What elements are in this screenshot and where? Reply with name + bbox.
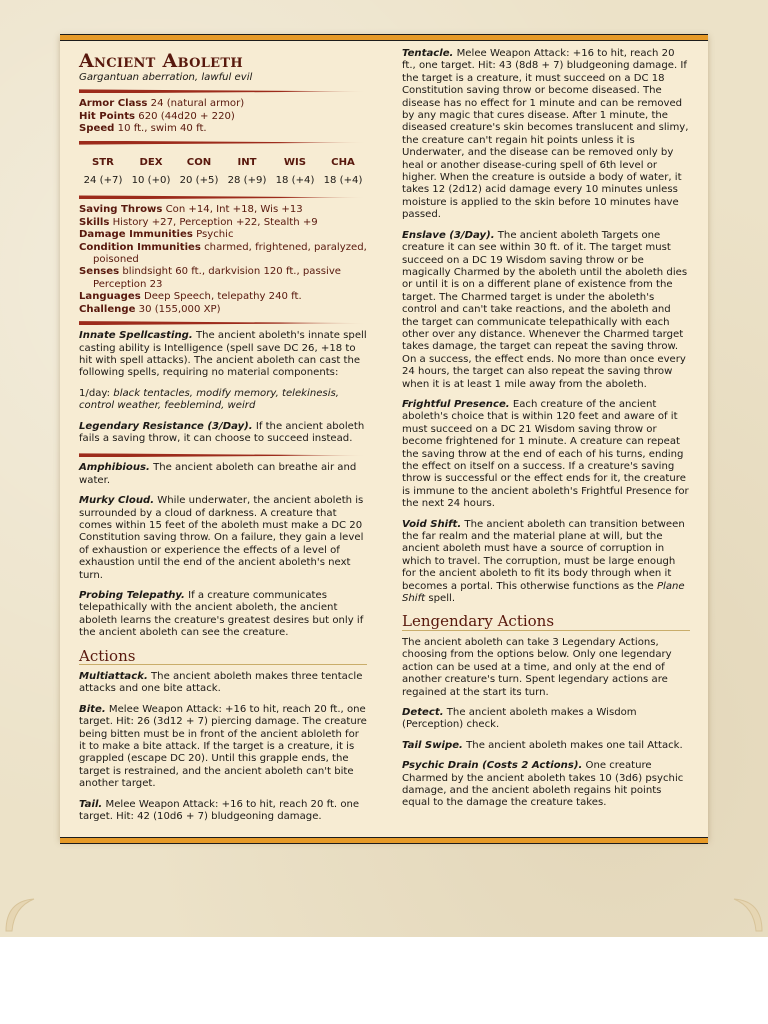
corner-flourish-right-icon (704, 893, 764, 933)
stat-block-bottom-bar (60, 837, 708, 844)
right-column (402, 48, 690, 818)
trait-murky-cloud: Murky Cloud. While underwater, the ancient aboleth is surrounded by a cloud of darkness. A creature that comes within 15 feet of the aboleth must make a DC 20 Constitution saving throw. On a failure, they gain a level of exhaustion or experience the effects of a level of exhaustion until the end of the ancient aboleth's next turn. (79, 495, 364, 581)
action-tentacle: Tentacle. Melee Weapon Attack: +16 to hit, reach 20 ft., one target. Hit: 43 (8d8 + 7) bludgeoning damage. If the target is a creature, it must succeed on a DC 18 Constitution saving throw or become diseased. The disease has no effect for 1 minute and can be removed by any magic that cures disease. After 1 minute, the diseased creature's skin becomes translucent and slimy, the creature can't regain hit points unless it is Underwater, and the disease can be removed only by heal or another disease-curing spell of 6th level or higher. When the creature is outside a body of water, it takes 12 (2d12) acid damage every 10 minutes unless moisture is applied to the skin before 10 minutes have passed. (402, 48, 689, 221)
action-frightful-presence: Frightful Presence. Each creature of the ancient aboleth's choice that is within 120 feet and aware of it must succeed on a DC 21 Wisdom saving throw or become frightened for 1 minute. A creature can repeat the saving throw at the end of each of his turns, ending the effect on itself on a success. If a creature's saving throw is successful or the effect ends for it, the creature is immune to the ancient aboleth's Frightful Presence for the next 24 hours. (402, 398, 689, 510)
monster-subtitle: Gargantuan aberration, lawful evil (79, 72, 253, 83)
legendary-actions-heading: Lengendary Actions (402, 615, 690, 630)
action-multiattack: Multiattack. The ancient aboleth makes three tentacle attacks and one bite attack. (79, 671, 363, 695)
hit-points-line: Hit Points 620 (44d20 + 220) (79, 110, 235, 122)
trait-amphibious: Amphibious. The ancient aboleth can breathe air and water. (79, 462, 357, 486)
armor-class-line: Armor Class 24 (natural armor) (79, 98, 245, 110)
divider-rule (79, 89, 367, 93)
hit-points-value: 620 (44d20 + 220) (138, 110, 235, 122)
trait-legendary-resistance: Legendary Resistance (3/Day). If the ancient aboleth fails a saving throw, it can choose to succeed instead. (79, 420, 365, 444)
ability-int: INT 28 (+9) (227, 156, 267, 187)
ability-dex: DEX 10 (+0) (131, 156, 171, 187)
divider-rule (79, 195, 367, 199)
condition-immunities-line: Condition Immunities charmed, frightened, paralyzed, poisoned (79, 241, 367, 266)
languages-line: Languages Deep Speech, telepathy 240 ft. (79, 291, 302, 303)
armor-class-value: 24 (natural armor) (150, 98, 245, 110)
legendary-intro: The ancient aboleth can take 3 Legendary Actions, choosing from the options below. Only one legendary action can be used at a time, and only at the end of another creature's turn. Spent legendary actions are regained at the start its turn. (402, 636, 672, 698)
action-bite: Bite. Melee Weapon Attack: +16 to hit, reach 20 ft., one target. Hit: 26 (3d12 + 7) piercing damage. The creature being bitten must be in front of the ancient abloleth for it to make a bite attack. If the target is a creature, it is grappled (escape DC 20). Until this grapple ends, the target is restrained, and the ancient aboleth can't bite another target. (79, 703, 367, 790)
ability-con: CON 20 (+5) (179, 156, 219, 187)
monster-name: Ancient Aboleth (79, 50, 243, 72)
corner-flourish-left-icon (4, 893, 64, 933)
stat-block-top-bar (60, 34, 708, 41)
divider-rule (79, 321, 367, 325)
trait-probing-telepathy: Probing Telepathy. If a creature communicates telepathically with the ancient aboleth, the ancient aboleth learns the creature's greatest desires but only if the ancient aboleth can see the creature. (79, 590, 364, 639)
senses-line: Senses blindsight 60 ft., darkvision 120 ft., passive Perception 23 (79, 266, 341, 290)
challenge-line: Challenge 30 (155,000 XP) (79, 303, 221, 315)
ability-scores (79, 157, 367, 188)
divider-rule (79, 141, 367, 145)
divider-rule (79, 453, 367, 457)
action-enslave: Enslave (3/Day). The ancient aboleth Targets one creature it can see within 30 ft. of it. The target must succeed on a DC 19 Wisdom saving throw or be magically Charmed by the aboleth until the aboleth dies or until it is on a different plane of existence from the target. The Charmed target is under the aboleth's control and can't take reactions, and the aboleth and the target can communicate telepathically with each other over any distance. Whenever the Charmed target takes damage, the target can repeat the saving throw. On a success, the effect ends. No more than once every 24 hours, the target can also repeat the saving throw when it is at least 1 mile away from the aboleth. (402, 229, 688, 390)
spell-list: 1/day: black tentacles, modify memory, telekinesis, control weather, feeblemind, weird (79, 387, 339, 412)
action-tail: Tail. Melee Weapon Attack: +16 to hit, reach 20 ft. one target. Hit: 42 (10d6 + 7) bludgeoning damage. (79, 798, 360, 823)
legendary-tail-swipe: Tail Swipe. The ancient aboleth makes one tail Attack. (402, 739, 683, 751)
speed-value: 10 ft., swim 40 ft. (117, 123, 207, 135)
damage-immunities-line: Damage Immunities Psychic (79, 229, 234, 241)
legendary-psychic-drain: Psychic Drain (Costs 2 Actions). One creature Charmed by the ancient aboleth takes 10 (3d6) psychic damage, and the ancient aboleth regains hit points equal to the damage the creature takes. (402, 760, 684, 809)
skills-line: Skills History +27, Perception +22, Stealth +9 (79, 216, 318, 228)
ability-str: STR 24 (+7) (83, 156, 123, 187)
trait-innate-spellcasting: Innate Spellcasting. The ancient aboleth's innate spell casting ability is Intelligence (spell save DC 26, +18 to hit with spell attacks). The ancient aboleth can cast the following spells, requiring no material components: (79, 330, 367, 379)
actions-heading: Actions (79, 650, 367, 665)
legendary-detect: Detect. The ancient aboleth makes a Wisdom (Perception) check. (402, 706, 637, 731)
ability-wis: WIS 18 (+4) (275, 156, 315, 187)
left-column (79, 48, 367, 832)
ability-cha: CHA 18 (+4) (323, 156, 363, 187)
saving-throws-line: Saving Throws Con +14, Int +18, Wis +13 (79, 204, 303, 216)
action-void-shift: Void Shift. The ancient aboleth can transition between the far realm and the material plane at will, but the ancient aboleth must have a source of corruption in which to travel. The corruption, must be large enough for the ancient aboleth to fit its body through when it becomes a portal. This otherwise functions as the Plane Shift spell. (402, 518, 685, 605)
speed-line: Speed 10 ft., swim 40 ft. (79, 123, 207, 135)
